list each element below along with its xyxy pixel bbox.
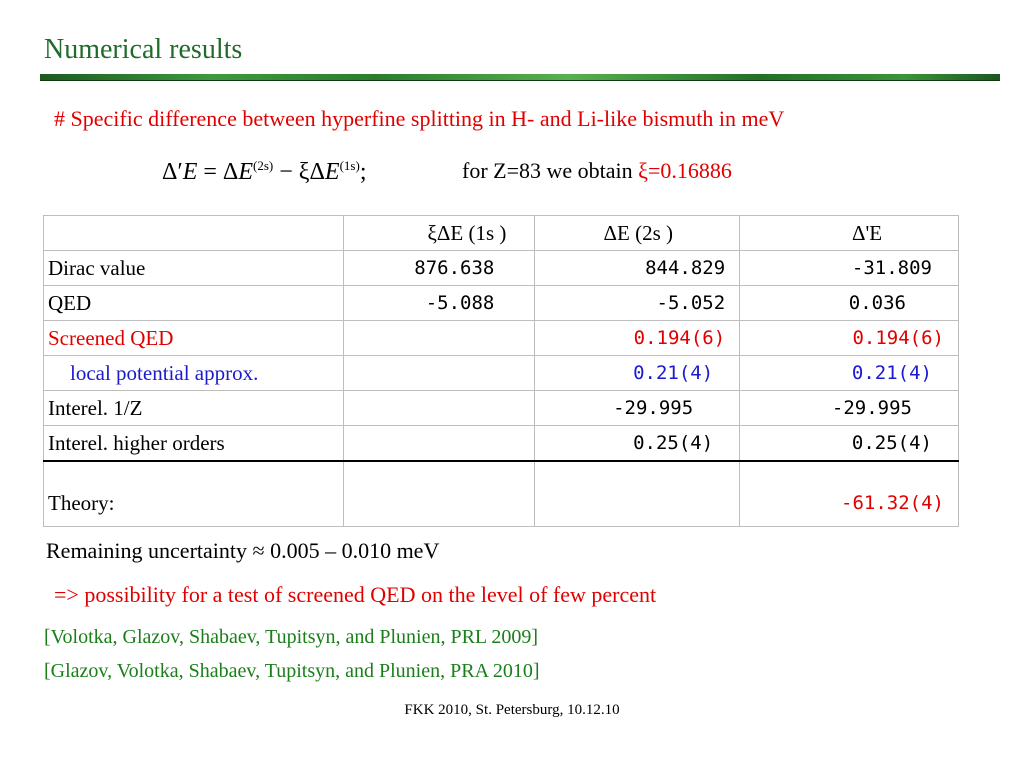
- table-row: [44, 391, 959, 426]
- value-cell: -5.088: [343, 286, 535, 321]
- value-cell: -29.995: [535, 391, 740, 426]
- definition-formula: $\Delta'E = \Delta E^{(2s)} - \xi\Delta E^{(1s)}$;: [162, 158, 367, 185]
- row-label: Screened QED: [44, 321, 344, 356]
- table-row: [44, 286, 959, 321]
- table-row: [44, 251, 959, 286]
- table-row: [44, 356, 959, 391]
- table-row-theory: [44, 461, 959, 527]
- value-cell: 876.638: [343, 251, 535, 286]
- row-label: Dirac value: [44, 251, 344, 286]
- value-cell: 0.194(6): [535, 321, 740, 356]
- row-label: Theory:: [44, 461, 344, 527]
- remaining-uncertainty: Remaining uncertainty ≈ 0.005 – 0.010 meV: [46, 538, 440, 563]
- value-cell: [535, 461, 740, 527]
- header-cell-xi-delta-e-1s: ξΔE (1s ): [343, 216, 535, 251]
- reference-prl-2009: [Volotka, Glazov, Shabaev, Tupitsyn, and Plunien, PRL 2009]: [44, 626, 539, 648]
- row-label: Interel. higher orders: [44, 426, 344, 462]
- screened-qed-test-note: => possibility for a test of screened QED on the level of few percent: [54, 582, 657, 607]
- table-header-row: [44, 216, 959, 251]
- value-cell: -31.809: [740, 251, 959, 286]
- value-cell: -29.995: [740, 391, 959, 426]
- value-cell: 0.036: [740, 286, 959, 321]
- row-label: Interel. 1/Z: [44, 391, 344, 426]
- table-row: [44, 321, 959, 356]
- xi-result: for Z=83 we obtain ξ=0.16886: [462, 158, 732, 183]
- value-cell: [343, 391, 535, 426]
- value-cell: 0.21(4): [535, 356, 740, 391]
- theory-total-value: -61.32(4): [740, 461, 959, 527]
- value-cell: -5.052: [535, 286, 740, 321]
- header-cell-delta-e-2s: ΔE (2s ): [535, 216, 740, 251]
- table-row: [44, 426, 959, 462]
- value-cell: 0.194(6): [740, 321, 959, 356]
- value-cell: 0.25(4): [535, 426, 740, 462]
- value-cell: 0.25(4): [740, 426, 959, 462]
- slide-subtitle: # Specific difference between hyperfine splitting in H- and Li-like bismuth in meV: [54, 106, 785, 131]
- value-cell: 0.21(4): [740, 356, 959, 391]
- row-label: local potential approx.: [44, 356, 344, 391]
- slide-title: Numerical results: [44, 34, 243, 65]
- value-cell: 844.829: [535, 251, 740, 286]
- reference-pra-2010: [Glazov, Volotka, Shabaev, Tupitsyn, and Plunien, PRA 2010]: [44, 660, 540, 682]
- results-table: [43, 215, 959, 527]
- slide-footer: FKK 2010, St. Petersburg, 10.12.10: [404, 702, 620, 718]
- row-label: QED: [44, 286, 344, 321]
- value-cell: [343, 426, 535, 462]
- header-cell-empty: [44, 216, 344, 251]
- value-cell: [343, 461, 535, 527]
- header-cell-delta-prime-e: Δ'E: [740, 216, 959, 251]
- title-divider: [40, 74, 1000, 80]
- value-cell: [343, 321, 535, 356]
- value-cell: [343, 356, 535, 391]
